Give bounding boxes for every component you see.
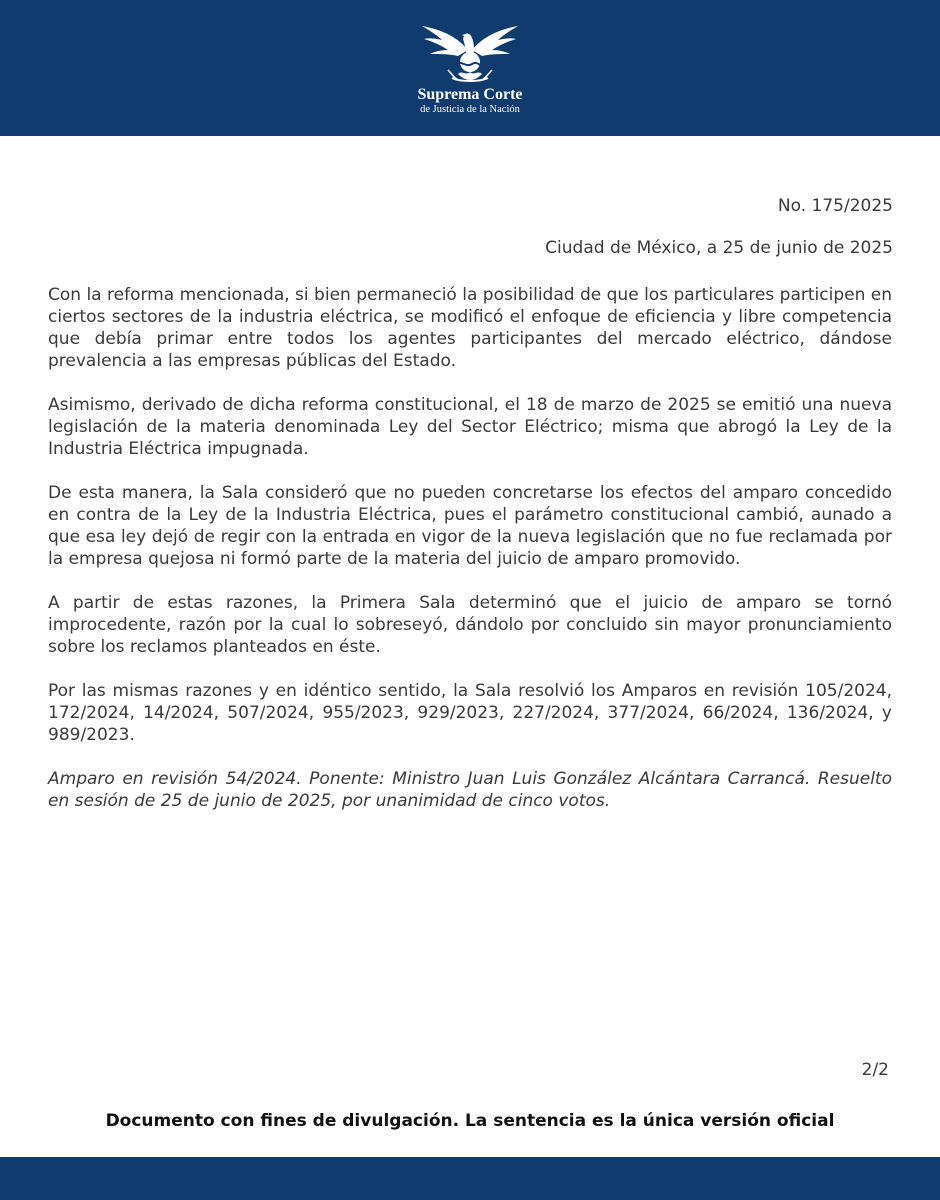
paragraph: A partir de estas razones, la Primera Sala determinó que el juicio de amparo se tornó improcedente, razón por la cual lo sobreseyó, dándolo por concluido sin mayor pronunciamiento sobre los reclamos planteados en éste. xyxy=(48,593,892,657)
org-name: Suprema Corte xyxy=(417,86,523,103)
paragraph: De esta manera, la Sala consideró que no pueden concretarse los efectos del amparo concedido en contra de la Ley de la Industria Eléctrica, pues el parámetro constitucional cambió, aunado a que esa ley dejó de regir con la entrada en vigor de la nueva legislación que no fue reclamada por la empresa quejosa ni formó parte de la materia del juicio de amparo promovido. xyxy=(48,483,892,569)
place-date: Ciudad de México, a 25 de junio de 2025 xyxy=(545,238,893,258)
paragraph: Con la reforma mencionada, si bien permaneció la posibilidad de que los particulares participen en ciertos sectores de la industria eléctrica, se modificó el enfoque de eficiencia y libre competencia que debía primar entre todos los agentes participantes del mercado eléctrico, dándose prevalencia a las empresas públicas del Estado. xyxy=(48,285,892,371)
document-body xyxy=(48,284,892,834)
disclaimer: Documento con fines de divulgación. La sentencia es la única versión oficial xyxy=(105,1111,835,1131)
court-logo xyxy=(0,0,940,136)
footer-banner xyxy=(0,1157,940,1200)
page-number: 2/2 xyxy=(861,1060,889,1080)
eagle-seal-icon xyxy=(418,20,522,86)
case-citation: Amparo en revisión 54/2024. Ponente: Ministro Juan Luis González Alcántara Carrancá. Resuelto en sesión de 25 de junio de 2025, por unanimidad de cinco votos. xyxy=(48,769,892,811)
document-number: No. 175/2025 xyxy=(777,196,893,216)
paragraph: Asimismo, derivado de dicha reforma constitucional, el 18 de marzo de 2025 se emitió una nueva legislación de la materia denominada Ley del Sector Eléctrico; misma que abrogó la Ley de la Industria Eléctrica impugnada. xyxy=(48,395,892,459)
header-banner xyxy=(0,0,940,136)
org-subtitle: de Justicia de la Nación xyxy=(420,104,520,115)
paragraph: Por las mismas razones y en idéntico sentido, la Sala resolvió los Amparos en revisión 105/2024, 172/2024, 14/2024, 507/2024, 955/2023, 929/2023, 227/2024, 377/2024, 66/2024, 136/2024, y 989/2023. xyxy=(48,681,892,745)
